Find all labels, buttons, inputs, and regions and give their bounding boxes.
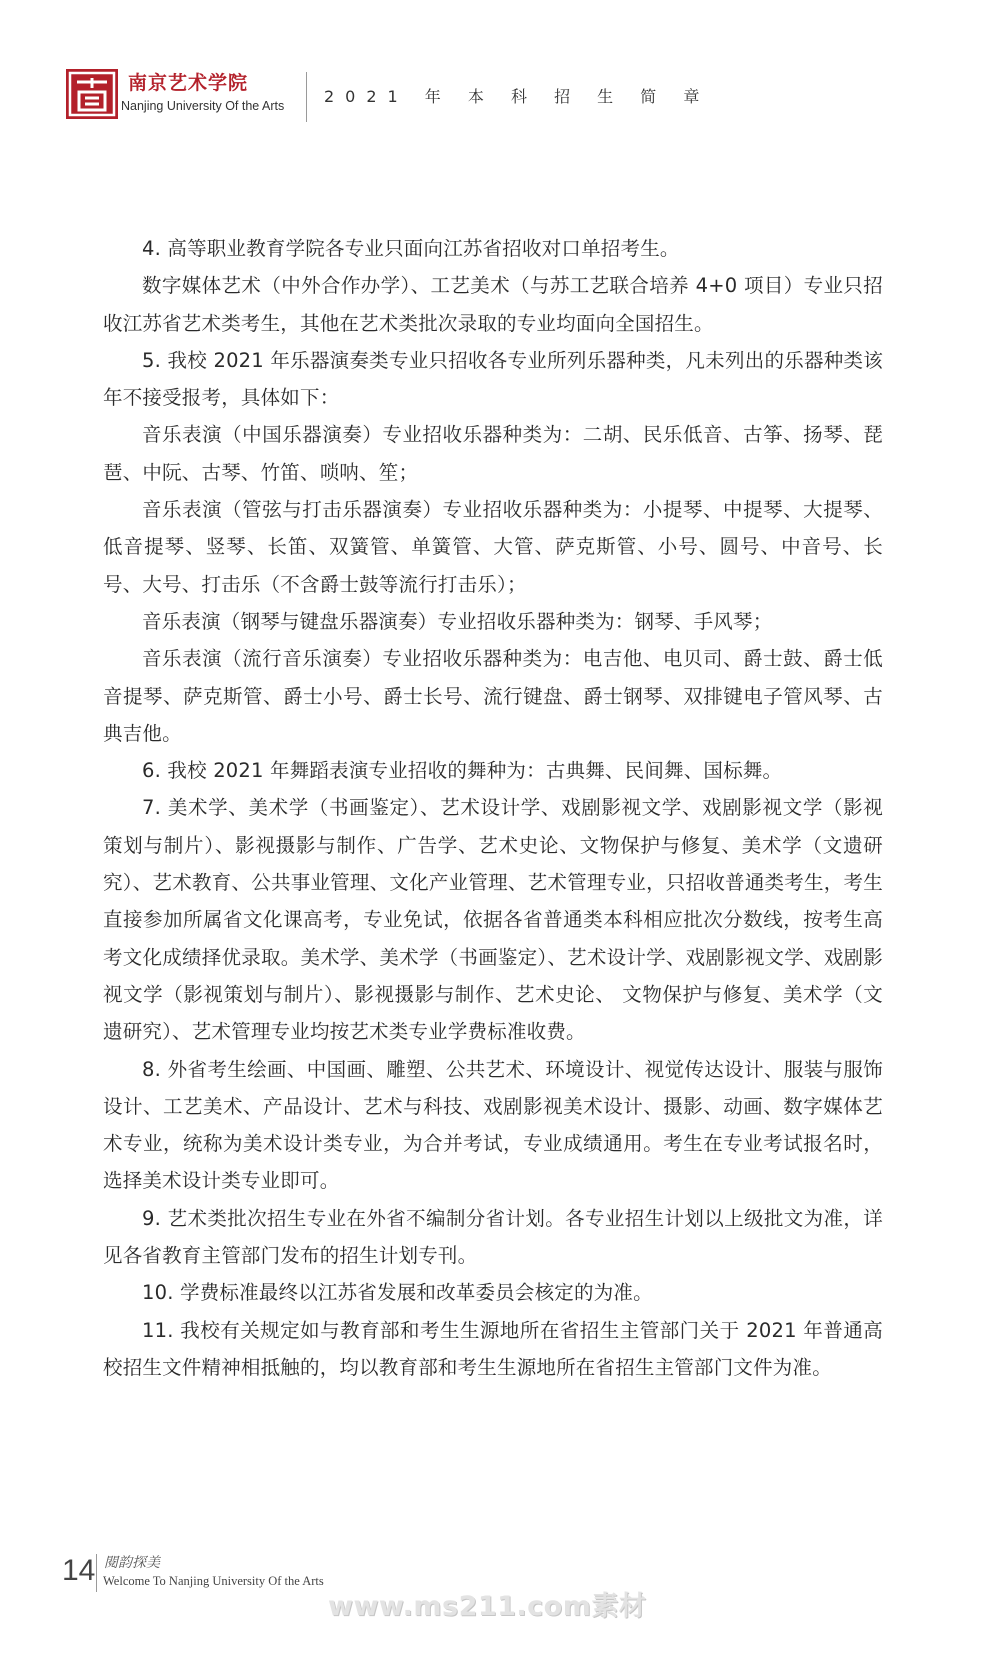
- header-divider: [306, 72, 307, 122]
- body-text: [103, 230, 883, 1386]
- paragraph: 音乐表演（中国乐器演奏）专业招收乐器种类为：二胡、民乐低音、古筝、扬琴、琵琶、中阮、古琴、竹笛、唢呐、笙；: [103, 423, 883, 484]
- paragraph: 8. 外省考生绘画、中国画、雕塑、公共艺术、环境设计、视觉传达设计、服装与服饰设计、工艺美术、产品设计、艺术与科技、戏剧影视美术设计、摄影、动画、数字媒体艺术专业，统称为美术设计类专业，为合并考试，专业成绩通用。考生在专业考试报名时，选择美术设计类专业即可。: [103, 1057, 883, 1193]
- seal-text: 艺: [92, 68, 93, 69]
- paragraph: 音乐表演（钢琴与键盘乐器演奏）专业招收乐器种类为：钢琴、手风琴；: [142, 609, 773, 633]
- footer-divider: [96, 1554, 97, 1592]
- footer-slogan-cn: 閱韵探美: [104, 1555, 160, 1571]
- paragraph: 5. 我校 2021 年乐器演奏类专业只招收各专业所列乐器种类，凡未列出的乐器种类该年不接受报考，具体如下：: [103, 348, 883, 410]
- site-watermark: www.ms211.com素材: [328, 1591, 647, 1622]
- footer-slogan-en: Welcome To Nanjing University Of the Arts: [103, 1574, 324, 1588]
- school-seal-logo: [65, 68, 119, 120]
- paragraph: 9. 艺术类批次招生专业在外省不编制分省计划。各专业招生计划以上级批文为准，详见各省教育主管部门发布的招生计划专刊。: [103, 1206, 883, 1268]
- paragraph: 音乐表演（流行音乐演奏）专业招收乐器种类为：电吉他、电贝司、爵士鼓、爵士低音提琴、萨克斯管、爵士小号、爵士长号、流行键盘、爵士钢琴、双排键电子管风琴、古典吉他。: [103, 647, 883, 745]
- document-title: 2021 年 本 科 招 生 简 章: [324, 87, 711, 106]
- paragraph: 数字媒体艺术（中外合作办学）、工艺美术（与苏工艺联合培养 4+0 项目）专业只招收江苏省艺术类考生，其他在艺术类批次录取的专业均面向全国招生。: [103, 274, 883, 335]
- paragraph: 4. 高等职业教育学院各专业只面向江苏省招收对口单招考生。: [142, 237, 680, 260]
- school-name-cn: 南京艺术学院: [128, 72, 249, 94]
- page-footer: [0, 1530, 990, 1666]
- school-name-en: Nanjing University Of the Arts: [121, 99, 285, 113]
- paragraph: 7. 美术学、美术学（书画鉴定）、艺术设计学、戏剧影视文学、戏剧影视文学（影视策划与制片）、影视摄影与制作、广告学、艺术史论、文物保护与修复、美术学（文遗研究）、艺术教育、公共事业管理、文化产业管理、艺术管理专业，只招收普通类考生，考生直接参加所属省文化课高考，专业免试，依据各省普通类本科相应批次分数线，按考生高考文化成绩择优录取。美术学、美术学（书画鉴定）、艺术设计学、戏剧影视文学、戏剧影视文学（影视策划与制片）、影视摄影与制作、艺术史论、 文物保护与修复、美术学（文遗研究）、艺术管理专业均按艺术类专业学费标准收费。: [103, 796, 883, 1044]
- paragraph: 6. 我校 2021 年舞蹈表演专业招收的舞种为：古典舞、民间舞、国标舞。: [142, 759, 783, 783]
- page-number: 14: [62, 1554, 96, 1587]
- paragraph: 10. 学费标准最终以江苏省发展和改革委员会核定的为准。: [142, 1281, 653, 1305]
- page-header: [0, 0, 990, 130]
- paragraph: 音乐表演（管弦与打击乐器演奏）专业招收乐器种类为：小提琴、中提琴、大提琴、低音提琴、竖琴、长笛、双簧管、单簧管、大管、萨克斯管、小号、圆号、中音号、长号、大号、打击乐（不含爵士鼓等流行打击乐）；: [103, 498, 883, 596]
- paragraph: 11. 我校有关规定如与教育部和考生生源地所在省招生主管部门关于 2021 年普通高校招生文件精神相抵触的，均以教育部和考生生源地所在省招生主管部门文件为准。: [103, 1318, 883, 1379]
